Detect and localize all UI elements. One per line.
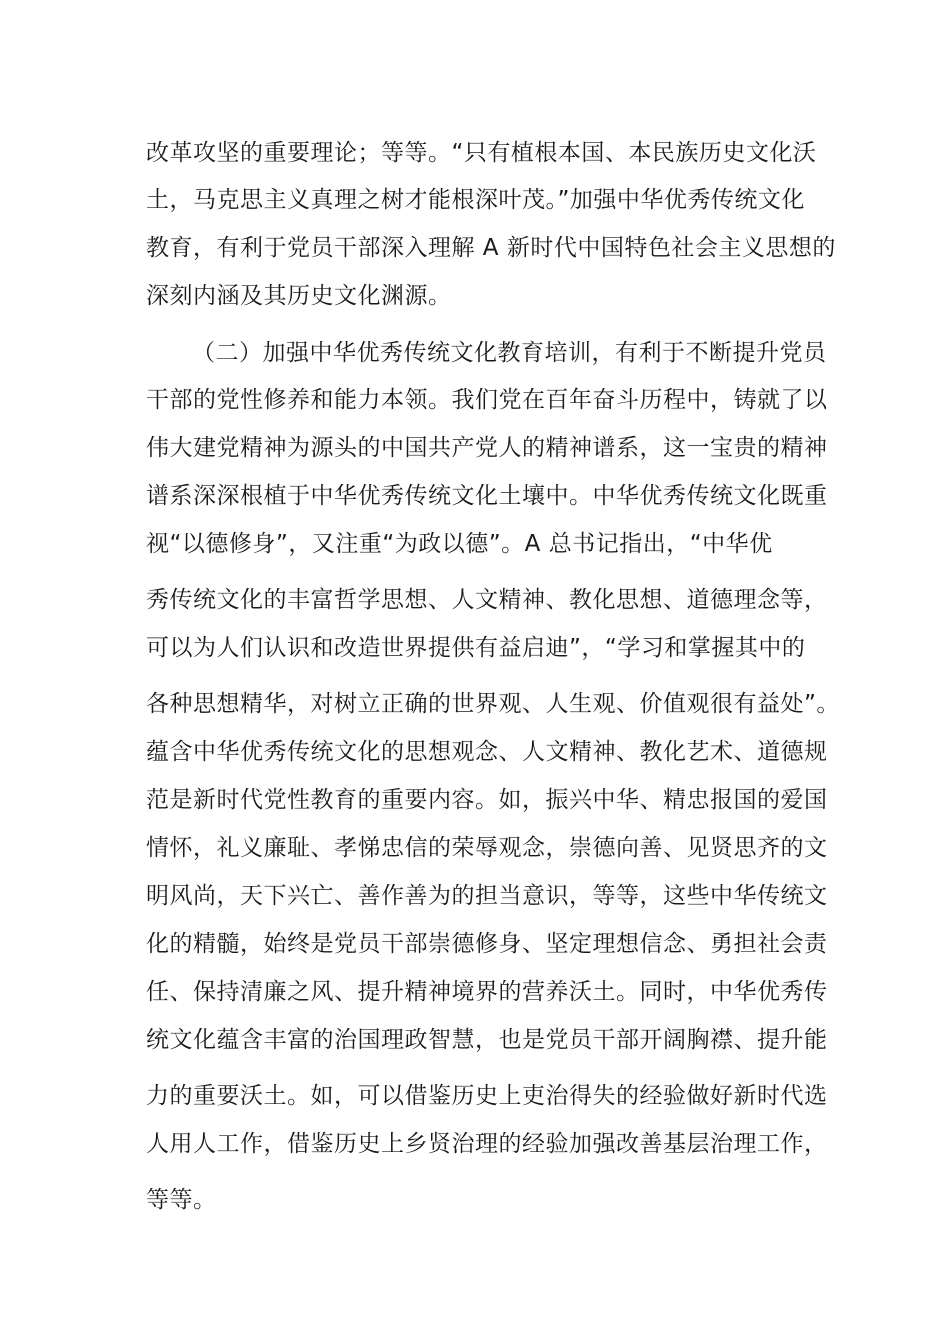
text-line: 深刻内涵及其历史文化渊源。 [146, 283, 452, 309]
text-line: （二）加强中华优秀传统文化教育培训，有利于不断提升党员 [192, 340, 827, 366]
text-line: 任、保持清廉之风、提升精神境界的营养沃土。同时，中华优秀传 [146, 979, 828, 1005]
text-line: 范是新时代党性教育的重要内容。如，振兴中华、精忠报国的爱国 [146, 787, 828, 813]
text-line: 蕴含中华优秀传统文化的思想观念、人文精神、教化艺术、道德规 [146, 739, 828, 765]
text-line: 改革攻坚的重要理论；等等。“只有植根本国、本民族历史文化沃 [146, 140, 817, 166]
text-line: 统文化蕴含丰富的治国理政智慧，也是党员干部开阔胸襟、提升能 [146, 1027, 828, 1053]
text-line: 视“以德修身”，又注重“为政以德”。A 总书记指出，“中华优 [146, 531, 773, 557]
text-line: 情怀，礼义廉耻、孝悌忠信的荣辱观念，崇德向善、见贤思齐的文 [146, 835, 828, 861]
text-line: 伟大建党精神为源头的中国共产党人的精神谱系，这一宝贵的精神 [146, 435, 828, 461]
text-line: 干部的党性修养和能力本领。我们党在百年奋斗历程中，铸就了以 [146, 387, 828, 413]
text-line: 各种思想精华，对树立正确的世界观、人生观、价值观很有益处”。 [146, 691, 840, 717]
text-line: 等等。 [146, 1187, 217, 1213]
text-line: 力的重要沃土。如，可以借鉴历史上吏治得失的经验做好新时代选 [146, 1083, 828, 1109]
text-line: 化的精髓，始终是党员干部崇德修身、坚定理想信念、勇担社会责 [146, 931, 828, 957]
text-line: 人用人工作，借鉴历史上乡贤治理的经验加强改善基层治理工作， [146, 1131, 828, 1157]
text-line: 明风尚，天下兴亡、善作善为的担当意识，等等，这些中华传统文 [146, 883, 828, 909]
text-line: 秀传统文化的丰富哲学思想、人文精神、教化思想、道德理念等， [146, 587, 828, 613]
text-line: 可以为人们认识和改造世界提供有益启迪”，“学习和掌握其中的 [146, 635, 806, 661]
text-line: 教育，有利于党员干部深入理解 A 新时代中国特色社会主义思想的 [146, 235, 836, 261]
text-line: 谱系深深根植于中华优秀传统文化土壤中。中华优秀传统文化既重 [146, 483, 828, 509]
text-line: 土，马克思主义真理之树才能根深叶茂。”加强中华优秀传统文化 [146, 187, 805, 213]
